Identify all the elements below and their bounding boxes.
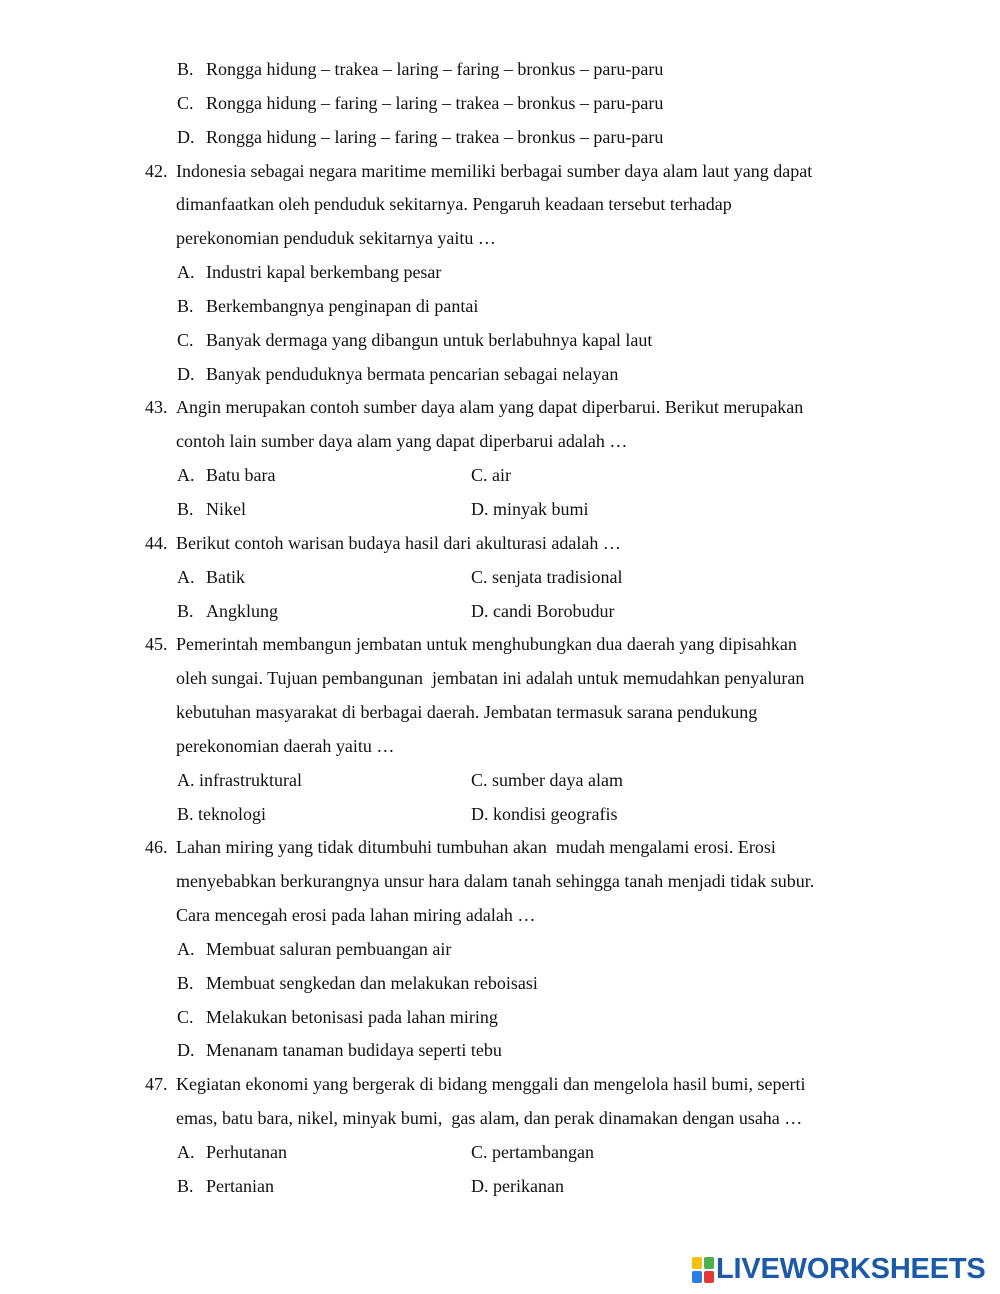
option-letter: C.	[177, 329, 194, 350]
option-text: Rongga hidung – trakea – laring – faring – bronkus – paru-paru	[206, 59, 664, 79]
question-text: perekonomian daerah yaitu …	[176, 735, 395, 756]
option-row	[0, 493, 1000, 527]
option-text: candi Borobudur	[493, 600, 615, 621]
question-number: 47.	[145, 1074, 168, 1095]
question-text: Berikut contoh warisan budaya hasil dari akulturasi adalah …	[176, 532, 621, 553]
option-letter: B.	[177, 803, 194, 824]
option-row	[0, 595, 1000, 629]
question-text: perekonomian penduduk sekitarnya yaitu …	[176, 228, 496, 249]
option-row	[0, 53, 1000, 87]
option-text: Rongga hidung – faring – laring – trakea – bronkus – paru-paru	[206, 92, 664, 113]
question-text: Kegiatan ekonomi yang bergerak di bidang menggali dan mengelola hasil bumi, seperti	[176, 1074, 806, 1095]
question-line	[0, 831, 1000, 865]
option-text: minyak bumi	[493, 498, 589, 519]
option-text: Industri kapal berkembang pesar	[206, 262, 442, 283]
option-text: Angklung	[206, 600, 278, 621]
question-line	[0, 222, 1000, 256]
option-text: Banyak penduduknya bermata pencarian sebagai nelayan	[206, 363, 619, 384]
option-text: Banyak dermaga yang dibangun untuk berlabuhnya kapal laut	[206, 329, 653, 350]
option-letter: C.	[471, 465, 488, 486]
question-text: menyebabkan berkurangnya unsur hara dalam tanah sehingga tanah menjadi tidak subur.	[176, 871, 815, 892]
option-row	[0, 764, 1000, 798]
option-text: Perhutanan	[206, 1142, 287, 1162]
question-line	[0, 628, 1000, 662]
option-text: Melakukan betonisasi pada lahan miring	[206, 1006, 498, 1027]
question-text: Lahan miring yang tidak ditumbuhi tumbuhan akan mudah mengalami erosi. Erosi	[176, 837, 776, 858]
option-row	[0, 933, 1000, 967]
option-row	[0, 121, 1000, 155]
question-line	[0, 662, 1000, 696]
option-text: air	[492, 465, 511, 486]
option-second-column	[471, 493, 589, 527]
option-text: Membuat sengkedan dan melakukan reboisasi	[206, 972, 538, 993]
option-letter: C.	[471, 769, 488, 790]
question-line	[0, 899, 1000, 933]
option-second-column	[471, 1136, 594, 1170]
option-text: Batu bara	[206, 465, 276, 486]
option-letter: D.	[177, 363, 195, 384]
option-row	[0, 1170, 1000, 1204]
option-letter: C.	[471, 1142, 488, 1162]
option-second-column	[471, 459, 511, 493]
option-text: Nikel	[206, 498, 246, 519]
option-row	[0, 87, 1000, 121]
option-text: perikanan	[493, 1175, 564, 1196]
option-text: sumber daya alam	[492, 769, 623, 790]
question-line	[0, 1102, 1000, 1136]
option-letter: D.	[177, 1040, 195, 1061]
question-line	[0, 696, 1000, 730]
question-number: 42.	[145, 160, 168, 181]
option-second-column	[471, 764, 623, 798]
question-line	[0, 527, 1000, 561]
question-text: Angin merupakan contoh sumber daya alam yang dapat diperbarui. Berikut merupakan	[176, 397, 804, 418]
option-row	[0, 798, 1000, 832]
question-number: 44.	[145, 532, 168, 553]
option-text: Pertanian	[206, 1175, 274, 1196]
question-text: kebutuhan masyarakat di berbagai daerah. Jembatan termasuk sarana pendukung	[176, 702, 758, 723]
option-row	[0, 459, 1000, 493]
option-text: Berkembangnya penginapan di pantai	[206, 295, 479, 316]
option-row	[0, 1034, 1000, 1068]
option-row	[0, 1136, 1000, 1170]
option-letter: B.	[177, 972, 194, 993]
question-text: contoh lain sumber daya alam yang dapat diperbarui adalah …	[176, 431, 628, 452]
question-line	[0, 865, 1000, 899]
option-first-column	[177, 798, 266, 832]
question-text: Pemerintah membangun jembatan untuk menghubungkan dua daerah yang dipisahkan	[176, 634, 797, 655]
option-text: pertambangan	[492, 1142, 594, 1162]
option-second-column	[471, 561, 622, 595]
option-row	[0, 290, 1000, 324]
question-line	[0, 730, 1000, 764]
option-letter: C.	[177, 92, 194, 113]
question-text: oleh sungai. Tujuan pembangunan jembatan ini adalah untuk memudahkan penyaluran	[176, 668, 805, 689]
option-letter: A.	[177, 769, 195, 790]
option-text: Membuat saluran pembuangan air	[206, 938, 452, 959]
option-letter: C.	[471, 566, 488, 587]
option-first-column	[177, 764, 302, 798]
question-text: emas, batu bara, nikel, minyak bumi, gas alam, dan perak dinamakan dengan usaha …	[176, 1108, 803, 1129]
option-text: Batik	[206, 566, 245, 587]
question-text: Cara mencegah erosi pada lahan miring adalah …	[176, 905, 536, 926]
option-letter: C.	[177, 1006, 194, 1027]
option-second-column	[471, 1170, 564, 1204]
option-row	[0, 561, 1000, 595]
option-letter: B.	[177, 1175, 194, 1196]
option-letter: D.	[471, 600, 489, 621]
option-second-column	[471, 798, 617, 832]
option-letter: A.	[177, 262, 195, 283]
option-letter: B.	[177, 295, 194, 316]
question-number: 45.	[145, 634, 168, 655]
option-row	[0, 358, 1000, 392]
option-second-column	[471, 595, 614, 629]
liveworksheets-logo-icon	[692, 1257, 714, 1283]
option-letter: A.	[177, 566, 195, 587]
liveworksheets-logo[interactable]	[692, 1255, 986, 1284]
option-letter: B.	[177, 600, 194, 621]
option-row	[0, 256, 1000, 290]
option-text: Menanam tanaman budidaya seperti tebu	[206, 1040, 502, 1061]
option-row	[0, 324, 1000, 358]
option-letter: D.	[177, 126, 195, 147]
logo-text: LIVEWORKSHEETS	[716, 1253, 986, 1285]
option-letter: D.	[471, 498, 489, 519]
option-letter: A.	[177, 938, 195, 959]
question-number: 46.	[145, 837, 168, 858]
option-text: senjata tradisional	[492, 566, 623, 587]
question-line	[0, 391, 1000, 425]
option-text: infrastruktural	[199, 769, 302, 790]
option-text: Rongga hidung – laring – faring – trakea – bronkus – paru-paru	[206, 126, 664, 147]
question-line	[0, 1068, 1000, 1102]
option-letter: A.	[177, 465, 195, 486]
option-letter: A.	[177, 1142, 195, 1162]
question-text: dimanfaatkan oleh penduduk sekitarnya. Pengaruh keadaan tersebut terhadap	[176, 194, 732, 215]
option-row	[0, 967, 1000, 1001]
option-letter: D.	[471, 1175, 489, 1196]
option-letter: B.	[177, 59, 194, 79]
option-letter: B.	[177, 498, 194, 519]
option-text: teknologi	[198, 803, 267, 824]
question-line	[0, 155, 1000, 189]
question-line	[0, 425, 1000, 459]
question-line	[0, 188, 1000, 222]
question-number: 43.	[145, 397, 168, 418]
option-row	[0, 1001, 1000, 1035]
option-letter: D.	[471, 803, 489, 824]
option-text: kondisi geografis	[493, 803, 618, 824]
worksheet-page	[0, 53, 1000, 1204]
question-text: Indonesia sebagai negara maritime memiliki berbagai sumber daya alam laut yang dapat	[176, 160, 813, 181]
